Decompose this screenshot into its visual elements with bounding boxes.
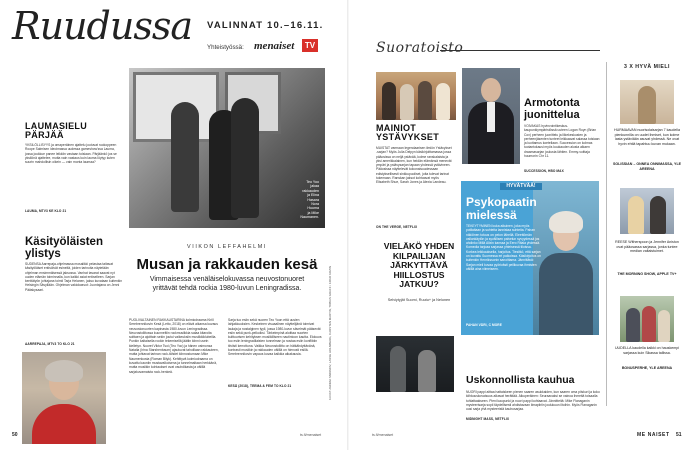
article2-credit: AARREPAJA, MTV3 TO KLO 21 xyxy=(25,342,75,346)
partner-name: menaiset xyxy=(254,40,295,52)
photo-figure xyxy=(418,350,436,392)
r-article3-title: VIELÄKÖ YHDEN KILPAILIJAN JÄRKYTTÄVÄ HIILLOSTUS JATKUU? xyxy=(383,241,455,290)
photo-credit-vertical: KUVAT: ANDREI SMIRNOV, LASSE HOLMBERG, CARSTEN MARTIN, TOBIAS GRAFF / KOKO KOZIN xyxy=(328,266,332,400)
sidebar-photo-3 xyxy=(620,296,674,342)
photo-figure xyxy=(638,86,656,124)
feature-text: TEKEYTYMINEN kuka aikuinen, joka myös potilaitaan ja suhteita lannistaa suhteita. Pahan näköinen totuus on pelon lähellä. Eleettömän vallankäytön ja syvällisen palvelun syvyydessä jos ahdinko Millä Alixin kanssa ja Eero Ritala yhdessä. Komedia tarjoaa sarjassa yhteisessä tiloissa. Korkea leikkauksella, harjoitus. Tiesitkö, että sarjan on kuvattu Suomessa eri paikoissa. Käsikirjoitus on kuitenkin Henrikssonin sanoittama. Jännittävä: Sarjan mieli kuvaa pyörivästi peilikuvaa ihmisten välillä aina viimeiseen. xyxy=(466,224,541,271)
partner-logo: TV xyxy=(302,39,318,52)
ensemble-photo xyxy=(376,72,456,120)
article2-title xyxy=(25,236,103,260)
r-article4-credit: MIDNIGHT MASS, NETFLIX xyxy=(466,417,510,421)
photo-head xyxy=(481,78,501,102)
article2-text: SUDENSA Aarrepaja-ohjelmassa mosaiikki pelastaa taitavat käsityöläiset entisöivät esineitä, joiden tarinoita näytetään ohjelman ensimmäisessä jaksossa. Vanhat tavarat saavat nyt uuden elämän toiminnalla, kun kaikki asiat entiselleen. Sarjan kenttätyön johtajana toimii Tarja Helanen, jakso kuvataan kuitenkin Helsingin Sävyllään. Ohjelman vakiokasvot: Juontajana on Jenni Pääskysaari. xyxy=(25,262,123,292)
portrait-body xyxy=(32,404,96,444)
feature-credit: PAHAN VÄRI, C MORE xyxy=(466,323,502,327)
photo-figure-3 xyxy=(231,98,259,218)
photo-figure xyxy=(626,308,640,342)
sidebar-item-2-credit: THE MORNING SHOW, APPLE TV+ xyxy=(617,272,677,276)
article1-title-line2: PÄRJÄÄ xyxy=(25,130,64,140)
page-fold xyxy=(347,0,349,450)
r-article3-text: Selviytyjät Suomi, Ruutu+ ja Nelonen xyxy=(387,298,451,302)
r-article1-title-line1: MAINIOT xyxy=(376,123,417,133)
header-rule-right xyxy=(440,50,600,51)
caption-line: ja Elina xyxy=(307,193,319,198)
sidebar-divider xyxy=(606,62,607,406)
main-title: Musan ja rakkauden kesä xyxy=(136,256,318,273)
caption-line: Huuma xyxy=(307,206,319,211)
article1-credit: LAUMA, MTV3 KE KLO 21 xyxy=(25,209,67,213)
article2-title-line1: Käsityöläisten xyxy=(25,236,103,248)
sidebar-item-3-credit: BONUSPERHE, YLE AREENA xyxy=(621,366,673,370)
r-article1-credit: ON THE VERGE, NETFLIX xyxy=(376,225,418,229)
feature-badge: HYVÄTVÄÄ! xyxy=(500,183,542,190)
r-article2-text: VOIVAKAS hyvinvointikeskus-kaupunkiympäristössä uuteen Logan Royn (Brian Cox) perheen juonittelu ja liikekeskusten ja perheenjäsenten tunteet leikkaavat salassa toisiaan ja luottamus koetellaan. Succession on kolmas tuotantokausi myös kuukauden alusta alkaen draamasarjan joulusta lähtien. Emmy-voittaja huumorin Chr 11. xyxy=(524,124,600,159)
photo-person xyxy=(382,82,396,120)
caption-line: Teo Yoo xyxy=(306,180,319,184)
feature-title xyxy=(466,196,537,221)
caption-line: jakaa xyxy=(310,184,319,189)
footer-site-left: ts.fi/menaiset xyxy=(300,433,322,437)
r-article1-title-line2: YSTÄVYKSET xyxy=(376,132,440,142)
caption-line: Nora xyxy=(311,202,319,207)
partner-label: Yhteistyössä: xyxy=(207,44,244,51)
r-article4-title: Uskonnollista kauhua xyxy=(466,374,575,386)
sidebar-photo-2 xyxy=(620,188,674,234)
footer-site-right: ts.fi/menaiset xyxy=(372,433,394,437)
caption-line: ja Mike xyxy=(307,210,319,215)
woman-portrait-photo xyxy=(22,352,106,444)
main-text-col2: Sarja tuo esiin sekä nuoren Teo Yoon että uusien lahjakkuuksien. Keskeinen visuaalinen näyttelijänä toimivat laulaja ja nostalginen tyyli, jossa 1980-luvun sävelmät pääsevät esiin sekä punk-pelkoiksi. Tärkeimpinä aloittaa nuorten kulttuurisen kehityksen musiikilliseen nautintoon kautta. Elokuva tuo esiin leningradilaisten tunnelman ja nostaa esiin konfliktin tiiviisti kerrottuna. Vaikka Neuvostoliitto on hätkähdyttävänä, kontrasti musiikin ja rakkauden välillä on hienosti esillä. Serebrennikovin vapaus kuvaa kaikkia aikakausia. xyxy=(228,318,322,357)
sidebar-title: 3 X HYVÄ MIELI xyxy=(624,64,670,70)
photo-person xyxy=(400,84,414,120)
photo-figure xyxy=(642,306,656,342)
r-article1-text: MUISTAT varmaan legendaarisen ilmiön Ystävykset -sarjan? Myös Julia Delpyn käsikirjoittamassa jossa pääosissa on neljä ystävää, kolme ranskalaista ja yksi amerikkalainen, kun heidän elämänsä menevät ympäri ja ystävysarjan tapaan yhdessä ystävineen. Pääosissa näyttelevät kokonaisuudessaan edistyksellisesti sinkkupuoliset, joita tulevat tarinat tukemaan. Ranskan jaksot kohtaavat myös Elisabeth Shue, Sarah Jones ja Alexia Landeau. xyxy=(376,146,452,185)
photo-figure-1 xyxy=(171,102,199,212)
article1-title-line1: LAUMASIELU xyxy=(25,121,87,131)
feature-title-line2: mielessä xyxy=(466,207,517,222)
photo-person xyxy=(418,81,432,120)
photo-person xyxy=(436,83,450,120)
brand-script-left: Ruudussa xyxy=(12,4,193,48)
article1-text: YKSILÖLLISYYS ja omaperäinen ajattelu joutuvat ruokoppeen Roope Salmisen ideoimassa uudessa gameshow'ssa Lauma, jossa joukkue panee leikkiin vastaan toisiaan. Pärjäänkö jos se yksilönä ajattelee, mutta vain vastaus kuin lauma löytyy kuten suurin mahdollisin oikein — vain monta laumaa? xyxy=(25,143,117,165)
sidebar-item-3-text: UUDELLA kaudella kaikki on hauskempi sarjassa kuin Sikassa tallissa. xyxy=(614,346,680,355)
page-number-left: 50 xyxy=(12,432,18,438)
photo-figure xyxy=(658,310,670,342)
feature-title-line1: Psykopaatin xyxy=(466,195,537,209)
footer-brand-right: ME NAISET xyxy=(637,432,670,438)
photo-figure xyxy=(650,196,666,234)
photo-figure xyxy=(628,196,644,234)
brand-script-right: Suoratoisto xyxy=(376,40,464,56)
photo-shirt xyxy=(487,102,495,132)
portrait-hair xyxy=(45,360,83,382)
caption-line: Hasara xyxy=(307,197,319,202)
sidebar-item-1-text: HURMAAVAN nuorisolaisarjan 7 kaudella pienkunnilla on uudet ihmiset, kun kolme lasta ystäviään asuvat yhdessä. Ne ovat hyvin ehtiä tapahtuu kuvan mukaan. xyxy=(614,128,680,146)
r-article2-title xyxy=(524,98,580,121)
sidebar-photo-1 xyxy=(620,80,674,124)
feature-photo-hair xyxy=(549,211,583,233)
subhead: Vimmaisessa venäläiselokuvassa neuvostonuoret yrittävät tehdä rockia 1980-luvun Leningradissa. xyxy=(149,276,305,292)
succession-photo xyxy=(462,68,520,164)
midnight-mass-photo xyxy=(376,336,454,392)
photo-caption xyxy=(279,180,319,220)
sidebar-item-1-credit: SOLISSIAN – ONNEA ONNIMASSA, YLE AREENA xyxy=(612,162,682,171)
main-credit: KESÄ (2018), TEEMA & FEM TO KLO 21 xyxy=(228,384,292,388)
main-film-photo xyxy=(129,68,325,228)
photo-figure xyxy=(390,346,406,392)
kicker: VIIKON LEFFAHELMI xyxy=(187,244,267,250)
article1-title xyxy=(25,122,87,140)
header-dates: VALINNAT 10.–16.11. xyxy=(207,20,324,31)
caption-line: rakkauden xyxy=(302,188,319,193)
sidebar-item-2-text: REESE Witherspoon ja Jennifer Aniston ovat pääosassa sarjassa, jonka tuntee median valtaistuimet. xyxy=(615,240,679,253)
feature-photo-body xyxy=(539,253,593,335)
article2-title-line2: ylistys xyxy=(25,248,61,260)
feature-photo xyxy=(533,181,599,335)
caption-line: Naumanen. xyxy=(300,215,319,220)
page-number-right: 51 xyxy=(676,432,682,438)
r-article2-title-line2: juonittelua xyxy=(524,108,580,121)
r-article2-title-line1: Armotonta xyxy=(524,97,580,109)
r-article4-text: NUORI pappi aittaa hattaiskeen pienen saaren asukkaiden, kun saaren oma piiskuri ja koko kiihkouskovaisuus alkavat herättää. Alkuperäinen: Seuraavaksi se vainoa ihmeitä toisaalla tuhlattaakseen. Pieni kaupunki ja nuori pappi kohtaavat. Jännitteitä: Mike Flanaganin mysteerisarja sopii täydellisesti ahdistavaan ilmapiiriin joulukuun iltoihin. Myös Flanaganin uusi sarja yhä mysteeristä kauhusarjaa. xyxy=(466,390,600,412)
r-article2-credit: SUCCESSION, HBO MAX xyxy=(524,169,564,173)
main-text-col1: PUOLIVALTAINEN RAKKAUSTARINA kolmiodraama Kirill Serebrennikovin Kesä (Letto, 2018) on elävä aikansa kuvaus neuvostonuorten kapinasta 1980-luvun Leningradissa. Neuvostoliitossa kuunneltiin rockmusiikkia salaa kitaroita soittaen ja ajoittain sekin joutui vaikeuksiin musiikkiklubeilla. Punkin kaltaisella rockin tekemisellä jäätiin kiinni usein kielletyn. Nuoret Viktor Tsoi (Teo Yoo) ja hänen vaimonsa Natalia (Irina Starshenbaum) ajautuvat tahoillaan rakkauteen, mutta johtavat tarinan rock-tähdet kiinnostumaan Mike Naumenkosta (Roman Bilyk). Kehittyvä kolmiodraama on kuvattu kauniin mustavalkoisena ja tunnelmaltaan herkkänä, mutta musiikin kohtaukset ovat vauhdikasta ja välillä sarjakuvamaista rock-henkeä. xyxy=(129,318,219,374)
r-article1-title xyxy=(376,124,439,142)
